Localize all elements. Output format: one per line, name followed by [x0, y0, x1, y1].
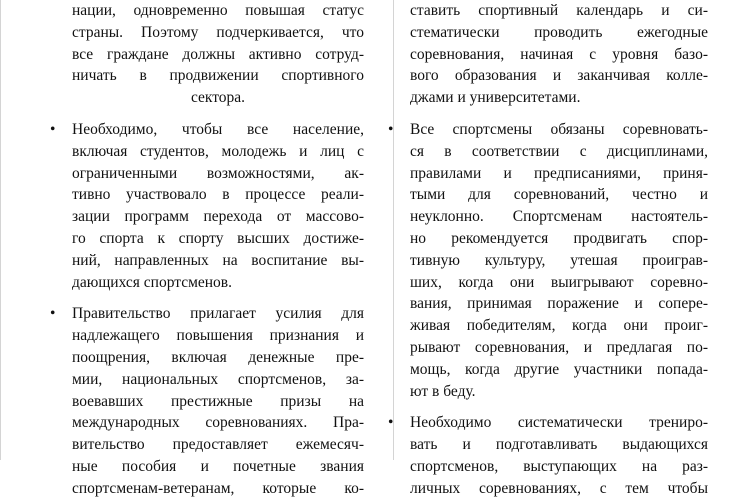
text-line: ют в беду. — [410, 382, 476, 400]
text-line: зации программ перехода от массово- — [72, 208, 364, 226]
text-line: сектора. — [190, 89, 246, 107]
left-continuation — [48, 0, 364, 109]
text-line: вительство предоставляет ежемесяч- — [72, 436, 364, 454]
text-line: ограниченными возможностями, ак- — [72, 164, 364, 182]
text-line: страны. Поэтому подчеркивается, что — [72, 23, 364, 41]
text-line: джами и университетами. — [410, 89, 581, 107]
bullet-icon: • — [50, 305, 56, 323]
bullet-icon: • — [388, 120, 394, 138]
text-line: дающихся спортсменов. — [72, 273, 233, 291]
text-line: спортсменам-ветеранам, которые ко- — [72, 479, 364, 497]
text-line: включая студентов, молодежь и лиц с — [72, 142, 364, 160]
text-line: ставить спортивный календарь и си- — [410, 2, 708, 19]
top-rule-left — [0, 0, 1, 460]
text-line: вания, принимая поражение и сопере- — [410, 295, 708, 313]
text-line: вого образования и заканчивая колле- — [410, 67, 708, 85]
right-column — [386, 0, 708, 500]
text-line: Все спортсмены обязаны соревновать- — [410, 120, 708, 138]
text-line: соревнования, начиная с уровня базо- — [410, 45, 708, 63]
bullet-icon: • — [388, 414, 394, 432]
text-line: рывают соревнования, и предлагая по- — [410, 338, 708, 356]
text-line: ся в соответствии с дисциплинами, — [410, 142, 708, 160]
text-line: неуклонно. Спортсменам настоятель- — [410, 208, 708, 226]
text-line: мощь, когда другие участники попада- — [410, 360, 708, 378]
bullet-item — [386, 412, 708, 499]
left-column — [48, 0, 364, 500]
text-line: личных соревнованиях, с тем чтобы — [410, 479, 708, 497]
text-line: все граждане должны активно сотруд- — [72, 45, 364, 63]
text-line: ничать в продвижении спортивного — [72, 67, 364, 85]
bullet-item — [48, 119, 364, 293]
text-line: Правительство прилагает усилия для — [72, 305, 364, 323]
right-continuation — [386, 0, 708, 109]
text-line: Необходимо, чтобы все население, — [72, 120, 364, 138]
bullet-icon: • — [50, 120, 56, 138]
text-line: тивную культуру, утешая проиграв- — [410, 251, 708, 269]
text-line: вать и подготавливать выдающихся — [410, 436, 708, 454]
text-line: правилами и предписаниями, приня- — [410, 164, 708, 182]
text-line: ний, направленных на воспитание вы- — [72, 251, 364, 269]
bullet-item — [386, 119, 708, 402]
text-line: ные пособия и почетные звания — [72, 457, 364, 475]
text-line: поощрения, включая денежные пре- — [72, 348, 364, 366]
text-line: нации, одновременно повышая статус — [72, 2, 364, 19]
text-line: тыми для соревнований, честно и — [410, 186, 708, 204]
text-line: надлежащего повышения признания и — [72, 327, 364, 345]
text-line: стематически проводить ежегодные — [410, 23, 708, 41]
text-line: живая победителям, когда они проиг- — [410, 317, 708, 335]
text-line: воевавших престижные призы на — [72, 392, 364, 410]
text-line: тивно участвовало в процессе реали- — [72, 186, 364, 204]
bullet-item — [48, 303, 364, 499]
text-line: мии, национальных спортсменов, за- — [72, 370, 364, 388]
text-line: го спорта к спорту высших достиже- — [72, 229, 364, 247]
text-line: Необходимо систематически трениро- — [410, 414, 708, 432]
text-line: международных соревнованиях. Пра- — [72, 414, 364, 432]
text-line: спортсменов, выступающих на раз- — [410, 457, 708, 475]
text-line: ших, когда они выигрывают соревно- — [410, 273, 708, 291]
text-line: но рекомендуется продвигать спор- — [410, 229, 708, 247]
